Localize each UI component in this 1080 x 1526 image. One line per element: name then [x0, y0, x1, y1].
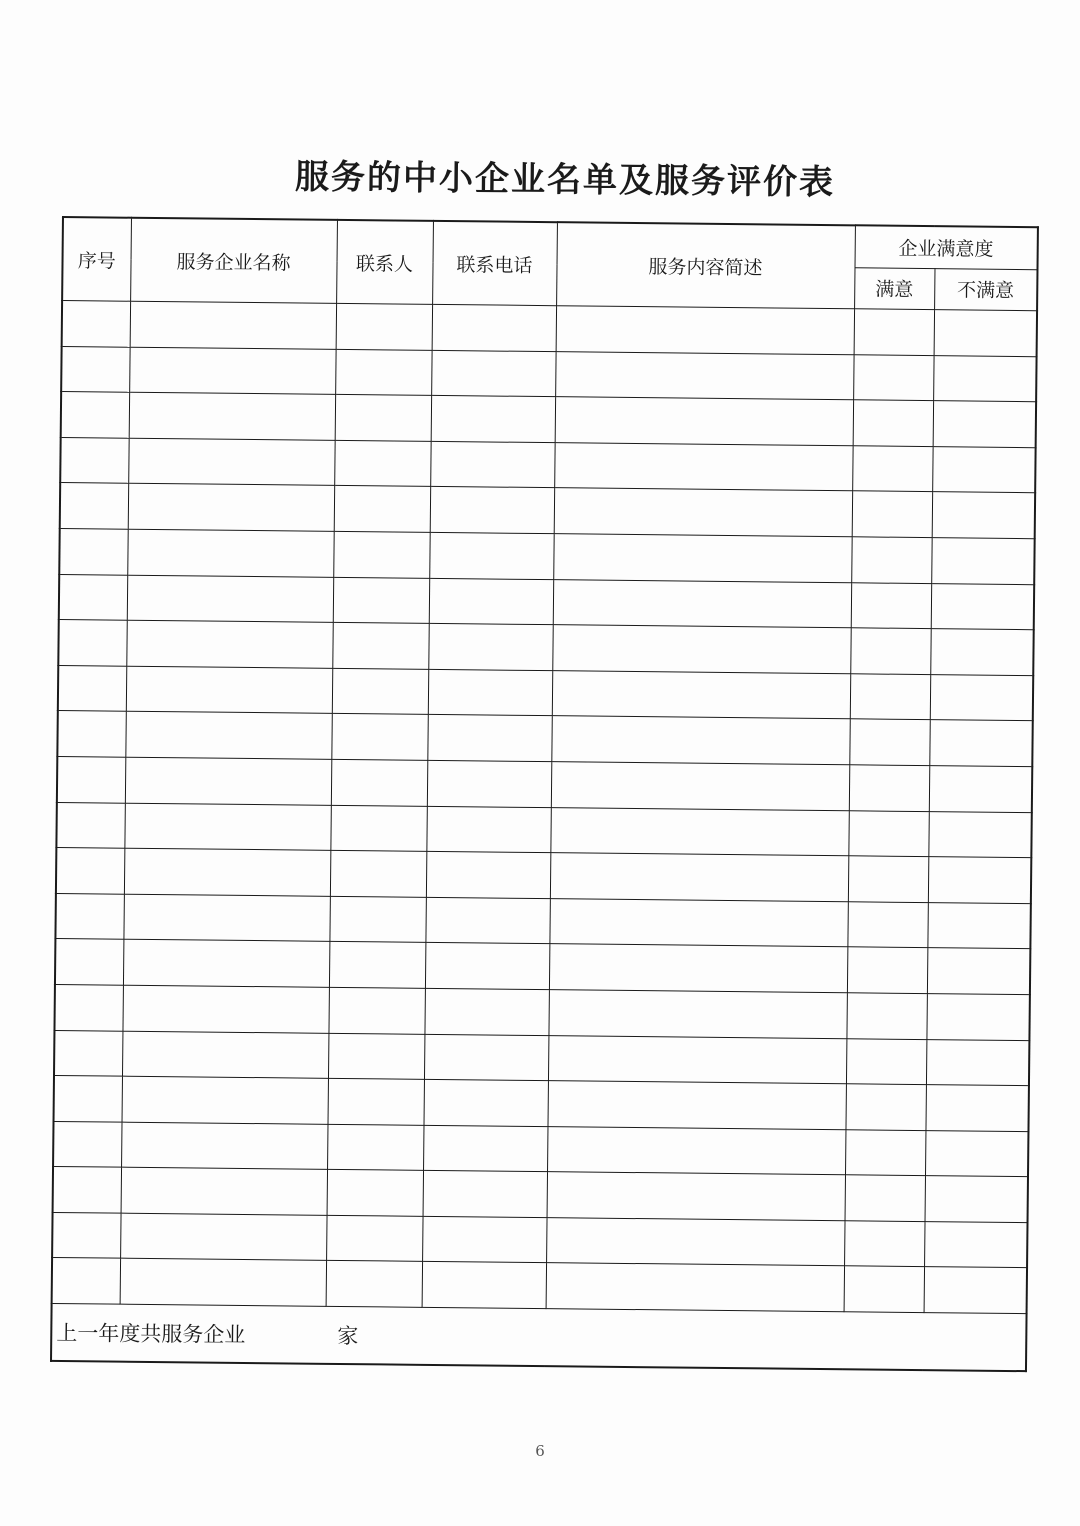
- dissatisfied-cell[interactable]: [934, 310, 1037, 357]
- service-description-cell[interactable]: [552, 670, 850, 719]
- company-name-cell[interactable]: [129, 347, 335, 395]
- service-description-cell[interactable]: [554, 442, 852, 491]
- satisfied-cell[interactable]: [851, 537, 931, 583]
- company-name-cell[interactable]: [121, 1122, 327, 1170]
- index-cell[interactable]: [61, 346, 129, 392]
- service-description-cell[interactable]: [546, 1263, 844, 1312]
- contact-phone-cell[interactable]: [426, 806, 550, 853]
- dissatisfied-cell[interactable]: [929, 766, 1032, 813]
- header-satisfied: 满意: [854, 267, 934, 309]
- dissatisfied-cell[interactable]: [927, 902, 1030, 949]
- contact-phone-cell[interactable]: [429, 532, 553, 579]
- dissatisfied-cell[interactable]: [924, 1221, 1027, 1268]
- contact-person-cell[interactable]: [335, 349, 431, 396]
- contact-person-cell[interactable]: [328, 987, 424, 1034]
- contact-phone-cell[interactable]: [424, 1034, 548, 1081]
- service-description-cell[interactable]: [547, 1081, 845, 1130]
- satisfied-cell[interactable]: [853, 354, 933, 400]
- header-contact-phone: 联系电话: [432, 221, 557, 306]
- satisfied-cell[interactable]: [849, 719, 929, 765]
- header-index: 序号: [62, 217, 131, 301]
- company-name-cell[interactable]: [124, 803, 330, 851]
- company-name-cell[interactable]: [130, 301, 336, 349]
- contact-person-cell[interactable]: [334, 486, 430, 533]
- contact-person-cell[interactable]: [333, 531, 429, 578]
- satisfied-cell[interactable]: [849, 765, 929, 811]
- index-cell[interactable]: [55, 893, 123, 939]
- contact-phone-cell[interactable]: [431, 396, 555, 443]
- contact-phone-cell[interactable]: [424, 988, 548, 1035]
- contact-phone-cell[interactable]: [422, 1216, 546, 1263]
- page-number: 6: [535, 1442, 545, 1460]
- service-description-cell[interactable]: [553, 534, 851, 583]
- satisfied-cell[interactable]: [848, 810, 928, 856]
- index-cell[interactable]: [61, 392, 129, 438]
- index-cell[interactable]: [58, 665, 126, 711]
- dissatisfied-cell[interactable]: [933, 401, 1036, 448]
- company-name-cell[interactable]: [126, 666, 332, 714]
- contact-person-cell[interactable]: [336, 303, 432, 350]
- index-cell[interactable]: [52, 1212, 120, 1258]
- company-name-cell[interactable]: [129, 392, 335, 440]
- total-companies-blank[interactable]: [245, 1342, 337, 1343]
- dissatisfied-cell[interactable]: [931, 538, 1034, 585]
- satisfied-cell[interactable]: [844, 1266, 924, 1312]
- contact-phone-cell[interactable]: [425, 943, 549, 990]
- contact-person-cell[interactable]: [331, 714, 427, 761]
- header-dissatisfied: 不满意: [934, 268, 1037, 311]
- total-companies-cell: [51, 1304, 1027, 1372]
- index-cell[interactable]: [58, 620, 126, 666]
- contact-person-cell[interactable]: [333, 577, 429, 624]
- satisfied-cell[interactable]: [852, 446, 932, 492]
- satisfied-cell[interactable]: [844, 1221, 924, 1267]
- header-satisfaction-group: 企业满意度: [855, 225, 1038, 269]
- company-name-cell[interactable]: [128, 438, 334, 486]
- contact-phone-cell[interactable]: [430, 487, 554, 534]
- header-company-name: 服务企业名称: [130, 218, 337, 304]
- contact-person-cell[interactable]: [326, 1261, 422, 1308]
- service-description-cell[interactable]: [547, 1172, 845, 1221]
- company-name-cell[interactable]: [123, 894, 329, 942]
- satisfied-cell[interactable]: [847, 901, 927, 947]
- total-companies-unit: 家: [337, 1324, 359, 1349]
- dissatisfied-cell[interactable]: [925, 1176, 1028, 1223]
- contact-person-cell[interactable]: [328, 1033, 424, 1080]
- service-description-cell[interactable]: [552, 625, 850, 674]
- contact-phone-cell[interactable]: [425, 897, 549, 944]
- service-description-cell[interactable]: [555, 351, 853, 400]
- table-body: [52, 301, 1037, 1314]
- index-cell[interactable]: [53, 1121, 121, 1167]
- document-title: 服务的中小企业名单及服务评价表: [294, 157, 836, 203]
- contact-person-cell[interactable]: [332, 668, 428, 715]
- dissatisfied-cell[interactable]: [925, 1130, 1028, 1177]
- satisfied-cell[interactable]: [847, 947, 927, 993]
- contact-phone-cell[interactable]: [430, 441, 554, 488]
- contact-phone-cell[interactable]: [424, 1079, 548, 1126]
- company-name-cell[interactable]: [124, 848, 330, 896]
- company-name-cell[interactable]: [122, 985, 328, 1033]
- index-cell[interactable]: [54, 1076, 122, 1122]
- satisfied-cell[interactable]: [854, 309, 934, 355]
- header-service-description: 服务内容简述: [556, 222, 855, 309]
- index-cell[interactable]: [56, 802, 124, 848]
- satisfied-cell[interactable]: [846, 1038, 926, 1084]
- company-name-cell[interactable]: [121, 1167, 327, 1215]
- contact-person-cell[interactable]: [334, 440, 430, 487]
- contact-person-cell[interactable]: [332, 623, 428, 670]
- company-name-cell[interactable]: [122, 1031, 328, 1079]
- index-cell[interactable]: [59, 528, 127, 574]
- satisfied-cell[interactable]: [845, 1175, 925, 1221]
- service-description-cell[interactable]: [551, 716, 849, 765]
- index-cell[interactable]: [57, 756, 125, 802]
- satisfied-cell[interactable]: [852, 491, 932, 537]
- satisfied-cell[interactable]: [851, 582, 931, 628]
- company-name-cell[interactable]: [123, 939, 329, 987]
- index-cell[interactable]: [60, 483, 128, 529]
- index-cell[interactable]: [55, 939, 123, 985]
- index-cell[interactable]: [54, 1030, 122, 1076]
- contact-person-cell[interactable]: [329, 942, 425, 989]
- satisfied-cell[interactable]: [846, 993, 926, 1039]
- contact-phone-cell[interactable]: [432, 304, 556, 351]
- company-name-cell[interactable]: [125, 712, 331, 760]
- evaluation-form: [50, 216, 1037, 1372]
- index-cell[interactable]: [56, 848, 124, 894]
- company-name-cell[interactable]: [126, 620, 332, 668]
- contact-phone-cell[interactable]: [426, 851, 550, 898]
- service-description-cell[interactable]: [556, 306, 854, 355]
- contact-phone-cell[interactable]: [431, 350, 555, 397]
- satisfied-cell[interactable]: [848, 856, 928, 902]
- service-description-cell[interactable]: [551, 762, 849, 811]
- service-description-cell[interactable]: [554, 488, 852, 537]
- service-description-cell[interactable]: [547, 1126, 845, 1175]
- service-description-cell[interactable]: [549, 898, 847, 947]
- company-name-cell[interactable]: [125, 757, 331, 805]
- service-description-cell[interactable]: [550, 807, 848, 856]
- index-cell[interactable]: [57, 711, 125, 757]
- dissatisfied-cell[interactable]: [928, 857, 1031, 904]
- contact-person-cell[interactable]: [335, 395, 431, 442]
- table-footer-row: [51, 1304, 1027, 1372]
- service-description-cell[interactable]: [549, 944, 847, 993]
- satisfied-cell[interactable]: [850, 674, 930, 720]
- contact-phone-cell[interactable]: [429, 578, 553, 625]
- company-name-cell[interactable]: [127, 575, 333, 623]
- dissatisfied-cell[interactable]: [932, 446, 1035, 493]
- dissatisfied-cell[interactable]: [924, 1267, 1027, 1314]
- service-description-cell[interactable]: [548, 990, 846, 1039]
- contact-phone-cell[interactable]: [423, 1125, 547, 1172]
- satisfied-cell[interactable]: [853, 400, 933, 446]
- contact-person-cell[interactable]: [327, 1170, 423, 1217]
- index-cell[interactable]: [53, 1167, 121, 1213]
- dissatisfied-cell[interactable]: [929, 720, 1032, 767]
- dissatisfied-cell[interactable]: [928, 811, 1031, 858]
- service-description-cell[interactable]: [546, 1218, 844, 1267]
- company-name-cell[interactable]: [120, 1259, 326, 1307]
- index-cell[interactable]: [62, 301, 130, 347]
- contact-phone-cell[interactable]: [428, 669, 552, 716]
- contact-phone-cell[interactable]: [427, 760, 551, 807]
- dissatisfied-cell[interactable]: [930, 674, 1033, 721]
- service-description-cell[interactable]: [550, 853, 848, 902]
- contact-phone-cell[interactable]: [422, 1262, 546, 1309]
- dissatisfied-cell[interactable]: [933, 355, 1036, 402]
- company-name-cell[interactable]: [120, 1213, 326, 1261]
- satisfied-cell[interactable]: [845, 1129, 925, 1175]
- contact-person-cell[interactable]: [330, 850, 426, 897]
- satisfied-cell[interactable]: [845, 1084, 925, 1130]
- contact-person-cell[interactable]: [331, 759, 427, 806]
- dissatisfied-cell[interactable]: [926, 994, 1029, 1041]
- service-description-cell[interactable]: [555, 397, 853, 446]
- header-contact-person: 联系人: [336, 220, 433, 305]
- dissatisfied-cell[interactable]: [932, 492, 1035, 539]
- dissatisfied-cell[interactable]: [926, 1039, 1029, 1086]
- table-header-row: [63, 217, 1038, 269]
- index-cell[interactable]: [60, 437, 128, 483]
- service-description-cell[interactable]: [553, 579, 851, 628]
- dissatisfied-cell[interactable]: [931, 583, 1034, 630]
- contact-person-cell[interactable]: [327, 1124, 423, 1171]
- contact-phone-cell[interactable]: [427, 715, 551, 762]
- satisfied-cell[interactable]: [850, 628, 930, 674]
- contact-person-cell[interactable]: [326, 1215, 422, 1262]
- dissatisfied-cell[interactable]: [930, 629, 1033, 676]
- contact-person-cell[interactable]: [328, 1078, 424, 1125]
- index-cell[interactable]: [54, 984, 122, 1030]
- company-name-cell[interactable]: [122, 1076, 328, 1124]
- company-name-cell[interactable]: [127, 529, 333, 577]
- contact-phone-cell[interactable]: [428, 624, 552, 671]
- contact-phone-cell[interactable]: [423, 1171, 547, 1218]
- dissatisfied-cell[interactable]: [927, 948, 1030, 995]
- index-cell[interactable]: [59, 574, 127, 620]
- service-description-cell[interactable]: [548, 1035, 846, 1084]
- company-list-table: [50, 216, 1039, 1372]
- company-name-cell[interactable]: [128, 484, 334, 532]
- contact-person-cell[interactable]: [329, 896, 425, 943]
- contact-person-cell[interactable]: [330, 805, 426, 852]
- total-companies-label: 上一年度共服务企业: [56, 1321, 246, 1348]
- index-cell[interactable]: [52, 1258, 120, 1304]
- dissatisfied-cell[interactable]: [925, 1085, 1028, 1132]
